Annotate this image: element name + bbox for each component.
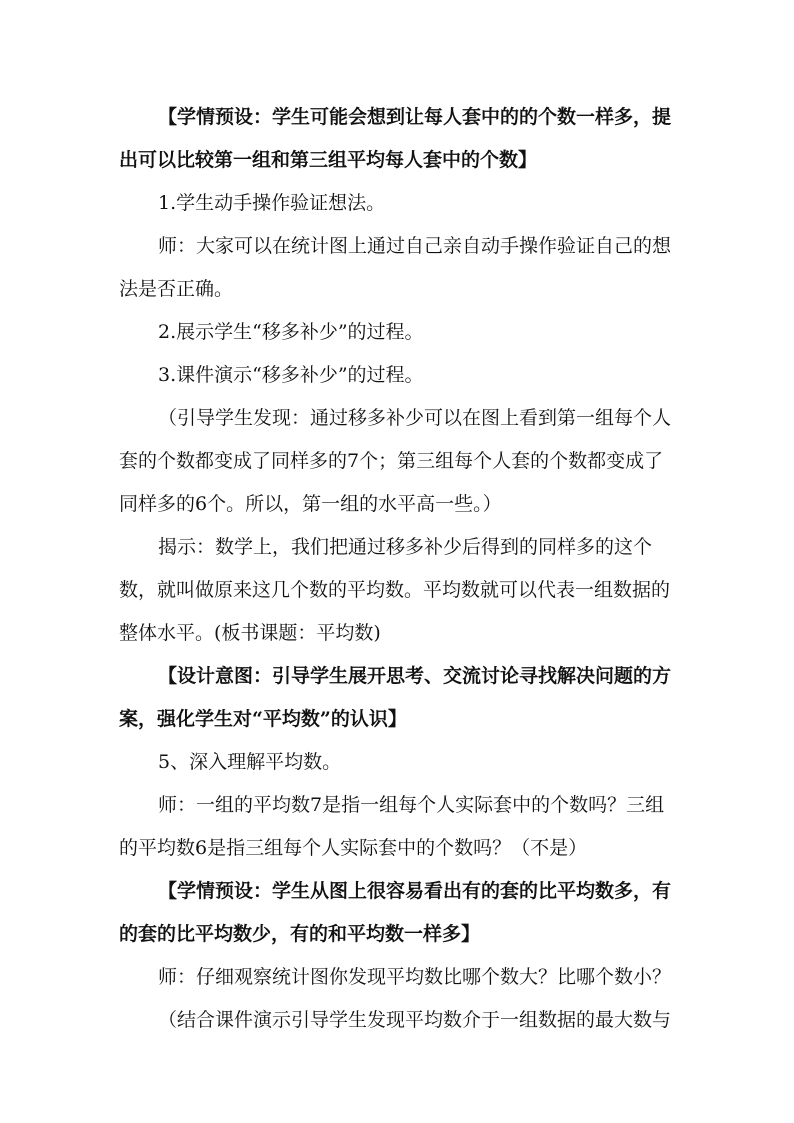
- text-line: 法是否正确。: [119, 278, 234, 300]
- text-line: 套的个数都变成了同样多的7个；第三组每个人套的个数都变成了: [119, 450, 664, 472]
- text-line: 同样多的6个。所以，第一组的水平高一些。）: [119, 493, 502, 515]
- text-line: 的套的比平均数少，有的和平均数一样多】: [119, 923, 481, 945]
- text-line: 2.展示学生“移多补少”的过程。: [158, 321, 424, 343]
- text-line: 1.学生动手操作验证想法。: [158, 192, 386, 214]
- text-line: （结合课件演示引导学生发现平均数介于一组数据的最大数与: [158, 1009, 672, 1031]
- text-line: 揭示：数学上，我们把通过移多补少后得到的同样多的这个: [158, 536, 653, 558]
- text-line: 师：仔细观察统计图你发现平均数比哪个数大？比哪个数小？: [158, 966, 672, 988]
- text-line: 的平均数6是指三组每个人实际套中的个数吗？（不是）: [119, 837, 588, 859]
- text-line: 【学情预设：学生可能会想到让每人套中的的个数一样多，提: [158, 106, 672, 128]
- text-line: 5、深入理解平均数。: [158, 751, 342, 773]
- text-line: 整体水平。(板书课题：平均数): [119, 622, 381, 644]
- text-line: 数，就叫做原来这几个数的平均数。平均数就可以代表一组数据的: [119, 579, 671, 601]
- text-line: 师：大家可以在统计图上通过自己亲自动手操作验证自己的想: [158, 235, 672, 257]
- text-line: 【学情预设：学生从图上很容易看出有的套的比平均数多，有: [158, 880, 672, 902]
- text-line: 案，强化学生对“平均数”的认识】: [119, 708, 407, 730]
- text-line: 【设计意图：引导学生展开思考、交流讨论寻找解决问题的方: [158, 665, 672, 687]
- text-line: 师：一组的平均数7是指一组每个人实际套中的个数吗？三组: [158, 794, 665, 816]
- text-line: 3.课件演示“移多补少”的过程。: [158, 364, 424, 386]
- text-line: （引导学生发现：通过移多补少可以在图上看到第一组每个人: [158, 407, 672, 429]
- text-line: 出可以比较第一组和第三组平均每人套中的个数】: [119, 149, 538, 171]
